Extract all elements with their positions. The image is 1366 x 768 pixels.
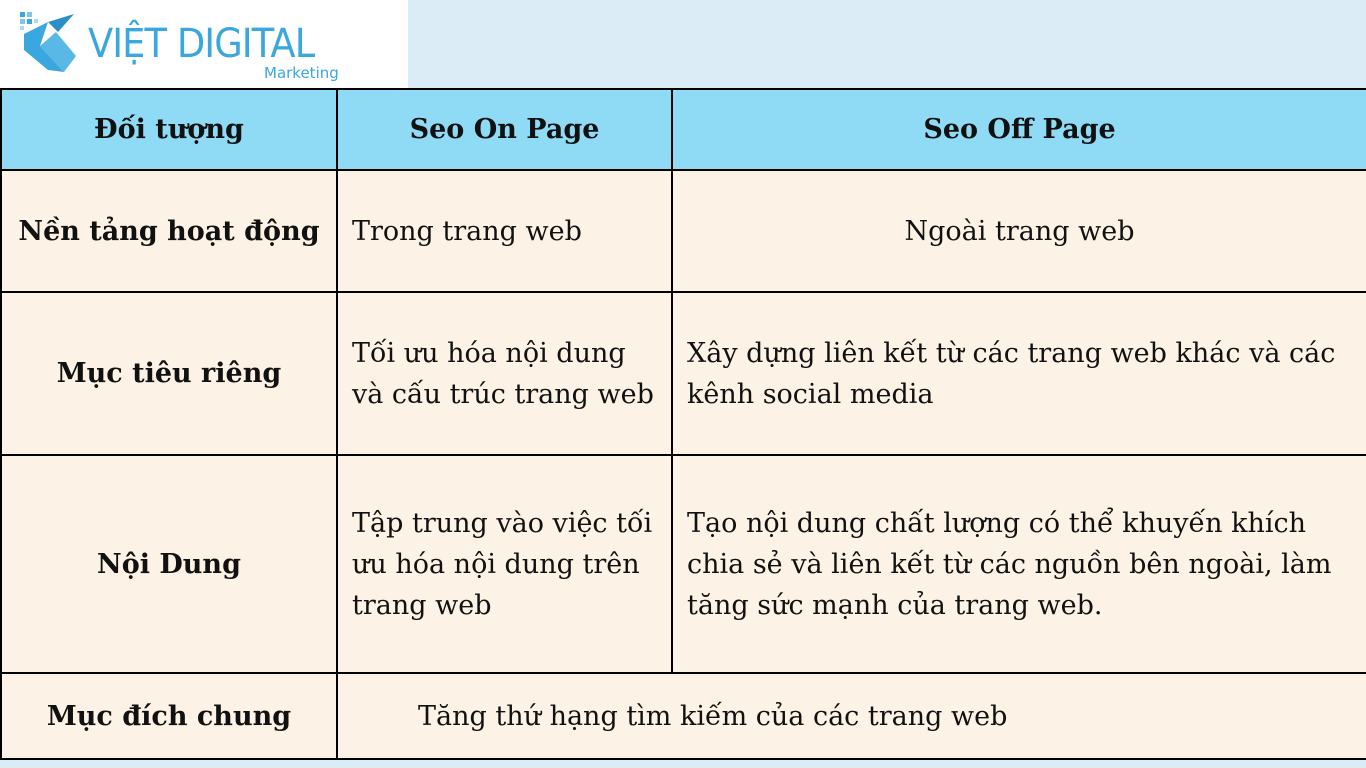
row-label: Nội Dung <box>1 455 337 673</box>
logo <box>0 0 408 88</box>
logo-brand-text: VIỆT DIGITAL <box>88 21 315 67</box>
common-purpose-cell: Tăng thứ hạng tìm kiếm của các trang web <box>337 673 1366 759</box>
table-row <box>1 455 1366 673</box>
logo-tagline: Marketing <box>264 64 339 82</box>
arrow-logo-icon <box>18 10 84 80</box>
row-label: Mục tiêu riêng <box>1 292 337 455</box>
common-purpose-row <box>1 673 1366 759</box>
table-row <box>1 170 1366 292</box>
on-page-cell: Tối ưu hóa nội dung và cấu trúc trang web <box>337 292 672 455</box>
off-page-cell: Xây dựng liên kết từ các trang web khác và các kênh social media <box>672 292 1366 455</box>
row-label: Nền tảng hoạt động <box>1 170 337 292</box>
row-label: Mục đích chung <box>1 673 337 759</box>
header-seo-off-page: Seo Off Page <box>672 89 1366 170</box>
off-page-cell: Tạo nội dung chất lượng có thể khuyến khích chia sẻ và liên kết từ các nguồn bên ngoài, làm tăng sức mạnh của trang web. <box>672 455 1366 673</box>
table-row <box>1 292 1366 455</box>
off-page-cell: Ngoài trang web <box>672 170 1366 292</box>
seo-comparison-table <box>0 88 1366 760</box>
table-header-row <box>1 89 1366 170</box>
header-doi-tuong: Đối tượng <box>1 89 337 170</box>
header-seo-on-page: Seo On Page <box>337 89 672 170</box>
on-page-cell: Trong trang web <box>337 170 672 292</box>
on-page-cell: Tập trung vào việc tối ưu hóa nội dung trên trang web <box>337 455 672 673</box>
